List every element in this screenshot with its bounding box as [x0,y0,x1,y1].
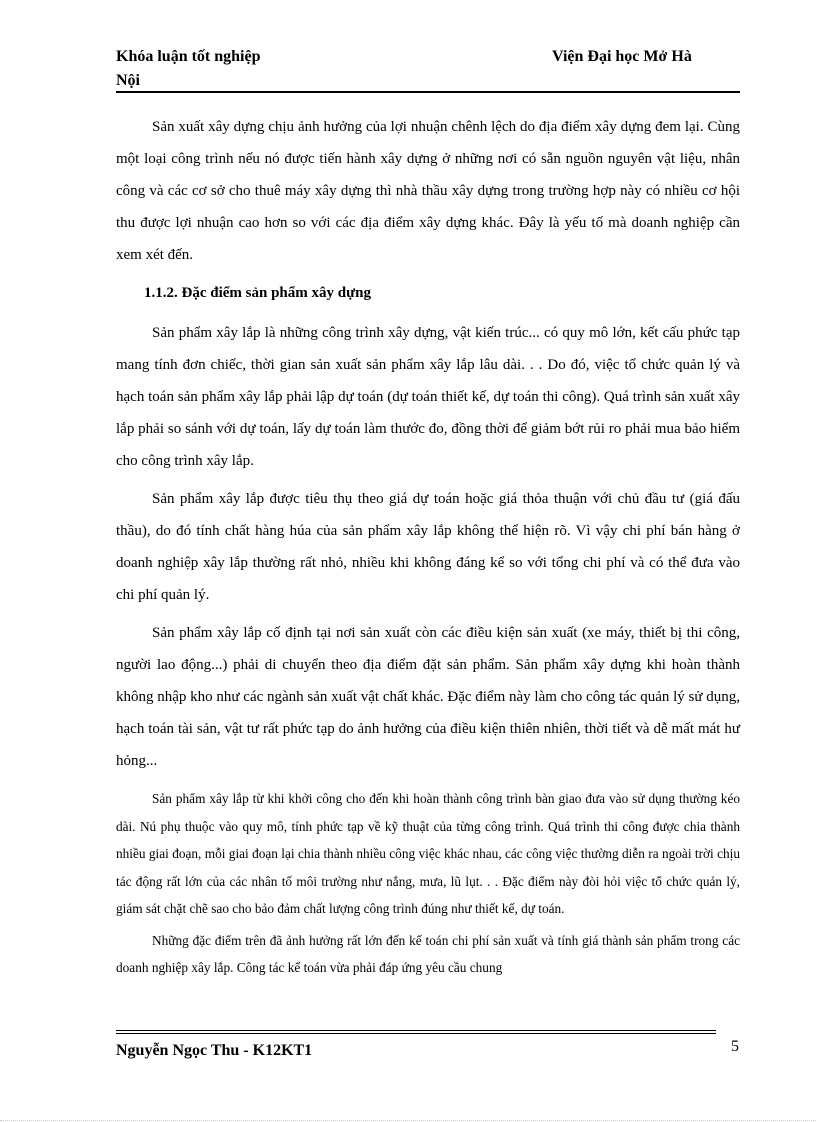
document-body [116,111,740,982]
paragraph-construction-duration: Sản phẩm xây lắp từ khi khởi công cho đến khi hoàn thành công trình bàn giao đưa vào sử dụng thường kéo dài. Nú phụ thuộc vào quy mô, tính phức tạp về kỹ thuật của từng công trình. Quá trình thi công được chia thành nhiều giai đoạn, mỗi giai đoạn lại chia thành nhiều công việc khác nhau, các công việc thường diễn ra ngoài trời chịu tác động rất lớn của các nhân tố môi trường như nắng, mưa, lũ lụt. . . Đặc điểm này đòi hỏi việc tổ chức quản lý, giám sát chặt chẽ sao cho bảo đảm chất lượng công trình đúng như thiết kế, dự toán. [116,791,740,916]
paragraph-product-scale: Sản phẩm xây lắp là những công trình xây dựng, vật kiến trúc... có quy mô lớn, kết cấu phức tạp mang tính đơn chiếc, thời gian sản xuất sản phẩm xây lắp lâu dài. . . Do đó, việc tổ chức quản lý và hạch toán sản phẩm xây lắp phải lập dự toán (dự toán thiết kế, dự toán thi công). Quá trình sản xuất xây lắp phải so sánh với dự toán, lấy dự toán làm thước đo, đồng thời để giảm bớt rủi ro phải mua bảo hiểm cho công trình xây lắp. [116,325,740,469]
footer-divider-second [116,1033,716,1034]
header-thesis-title: Khóa luận tốt nghiệp [116,48,261,65]
paragraph-fixed-location: Sản phẩm xây lắp cố định tại nơi sản xuất còn các điều kiện sản xuất (xe máy, thiết bị thi công, người lao động...) phải di chuyển theo địa điểm đặt sản phẩm. Sản phẩm xây dựng khi hoàn thành không nhập kho như các ngành sản xuất vật chất khác. Đặc điểm này làm cho công tác quản lý sử dụng, hạch toán tài sản, vật tư rất phức tạp do ảnh hưởng của điều kiện thiên nhiên, thời tiết và dễ mất mát hư hỏng... [116,625,740,769]
section-heading: 1.1.2. Đặc điểm sản phẩm xây dựng [144,285,371,301]
paragraph-product-pricing: Sản phẩm xây lắp được tiêu thụ theo giá dự toán hoặc giá thỏa thuận với chủ đầu tư (giá đấu thầu), do đó tính chất hàng húa của sản phẩm xây lắp không thể hiện rõ. Vì vậy chi phí bán hàng ở doanh nghiệp xây lắp thường rất nhỏ, nhiều khi không đáng kể so với tổng chi phí và có thể đưa vào chi phí quản lý. [116,491,740,603]
page-number: 5 [731,1038,739,1055]
header-divider [116,91,740,93]
header-institution: Viện Đại học Mở Hà [552,48,692,65]
footer-divider [116,1030,716,1031]
paragraph-location-profit: Sản xuất xây dựng chịu ảnh hưởng của lợi nhuận chênh lệch do địa điểm xây dựng đem lại. Cùng một loại công trình nếu nó được tiến hành xây dựng ở những nơi có sẵn nguồn nguyên vật liệu, nhân công và các cơ sở cho thuê máy xây dựng thì nhà thầu xây dựng trong trường hợp này có nhiều cơ hội thu được lợi nhuận cao hơn so với các địa điểm xây dựng khác. Đây là yếu tố mà doanh nghiệp cần xem xét đến. [116,119,740,263]
page-edge [0,1120,816,1121]
header-institution-continued: Nội [116,72,140,89]
paragraph-accounting-impact: Những đặc điểm trên đã ảnh hưởng rất lớn đến kế toán chi phí sản xuất và tính giá thành sản phẩm trong các doanh nghiệp xây lắp. Công tác kế toán vừa phải đáp ứng yêu cầu chung [116,932,740,975]
footer-author: Nguyễn Ngọc Thu - K12KT1 [116,1042,313,1059]
